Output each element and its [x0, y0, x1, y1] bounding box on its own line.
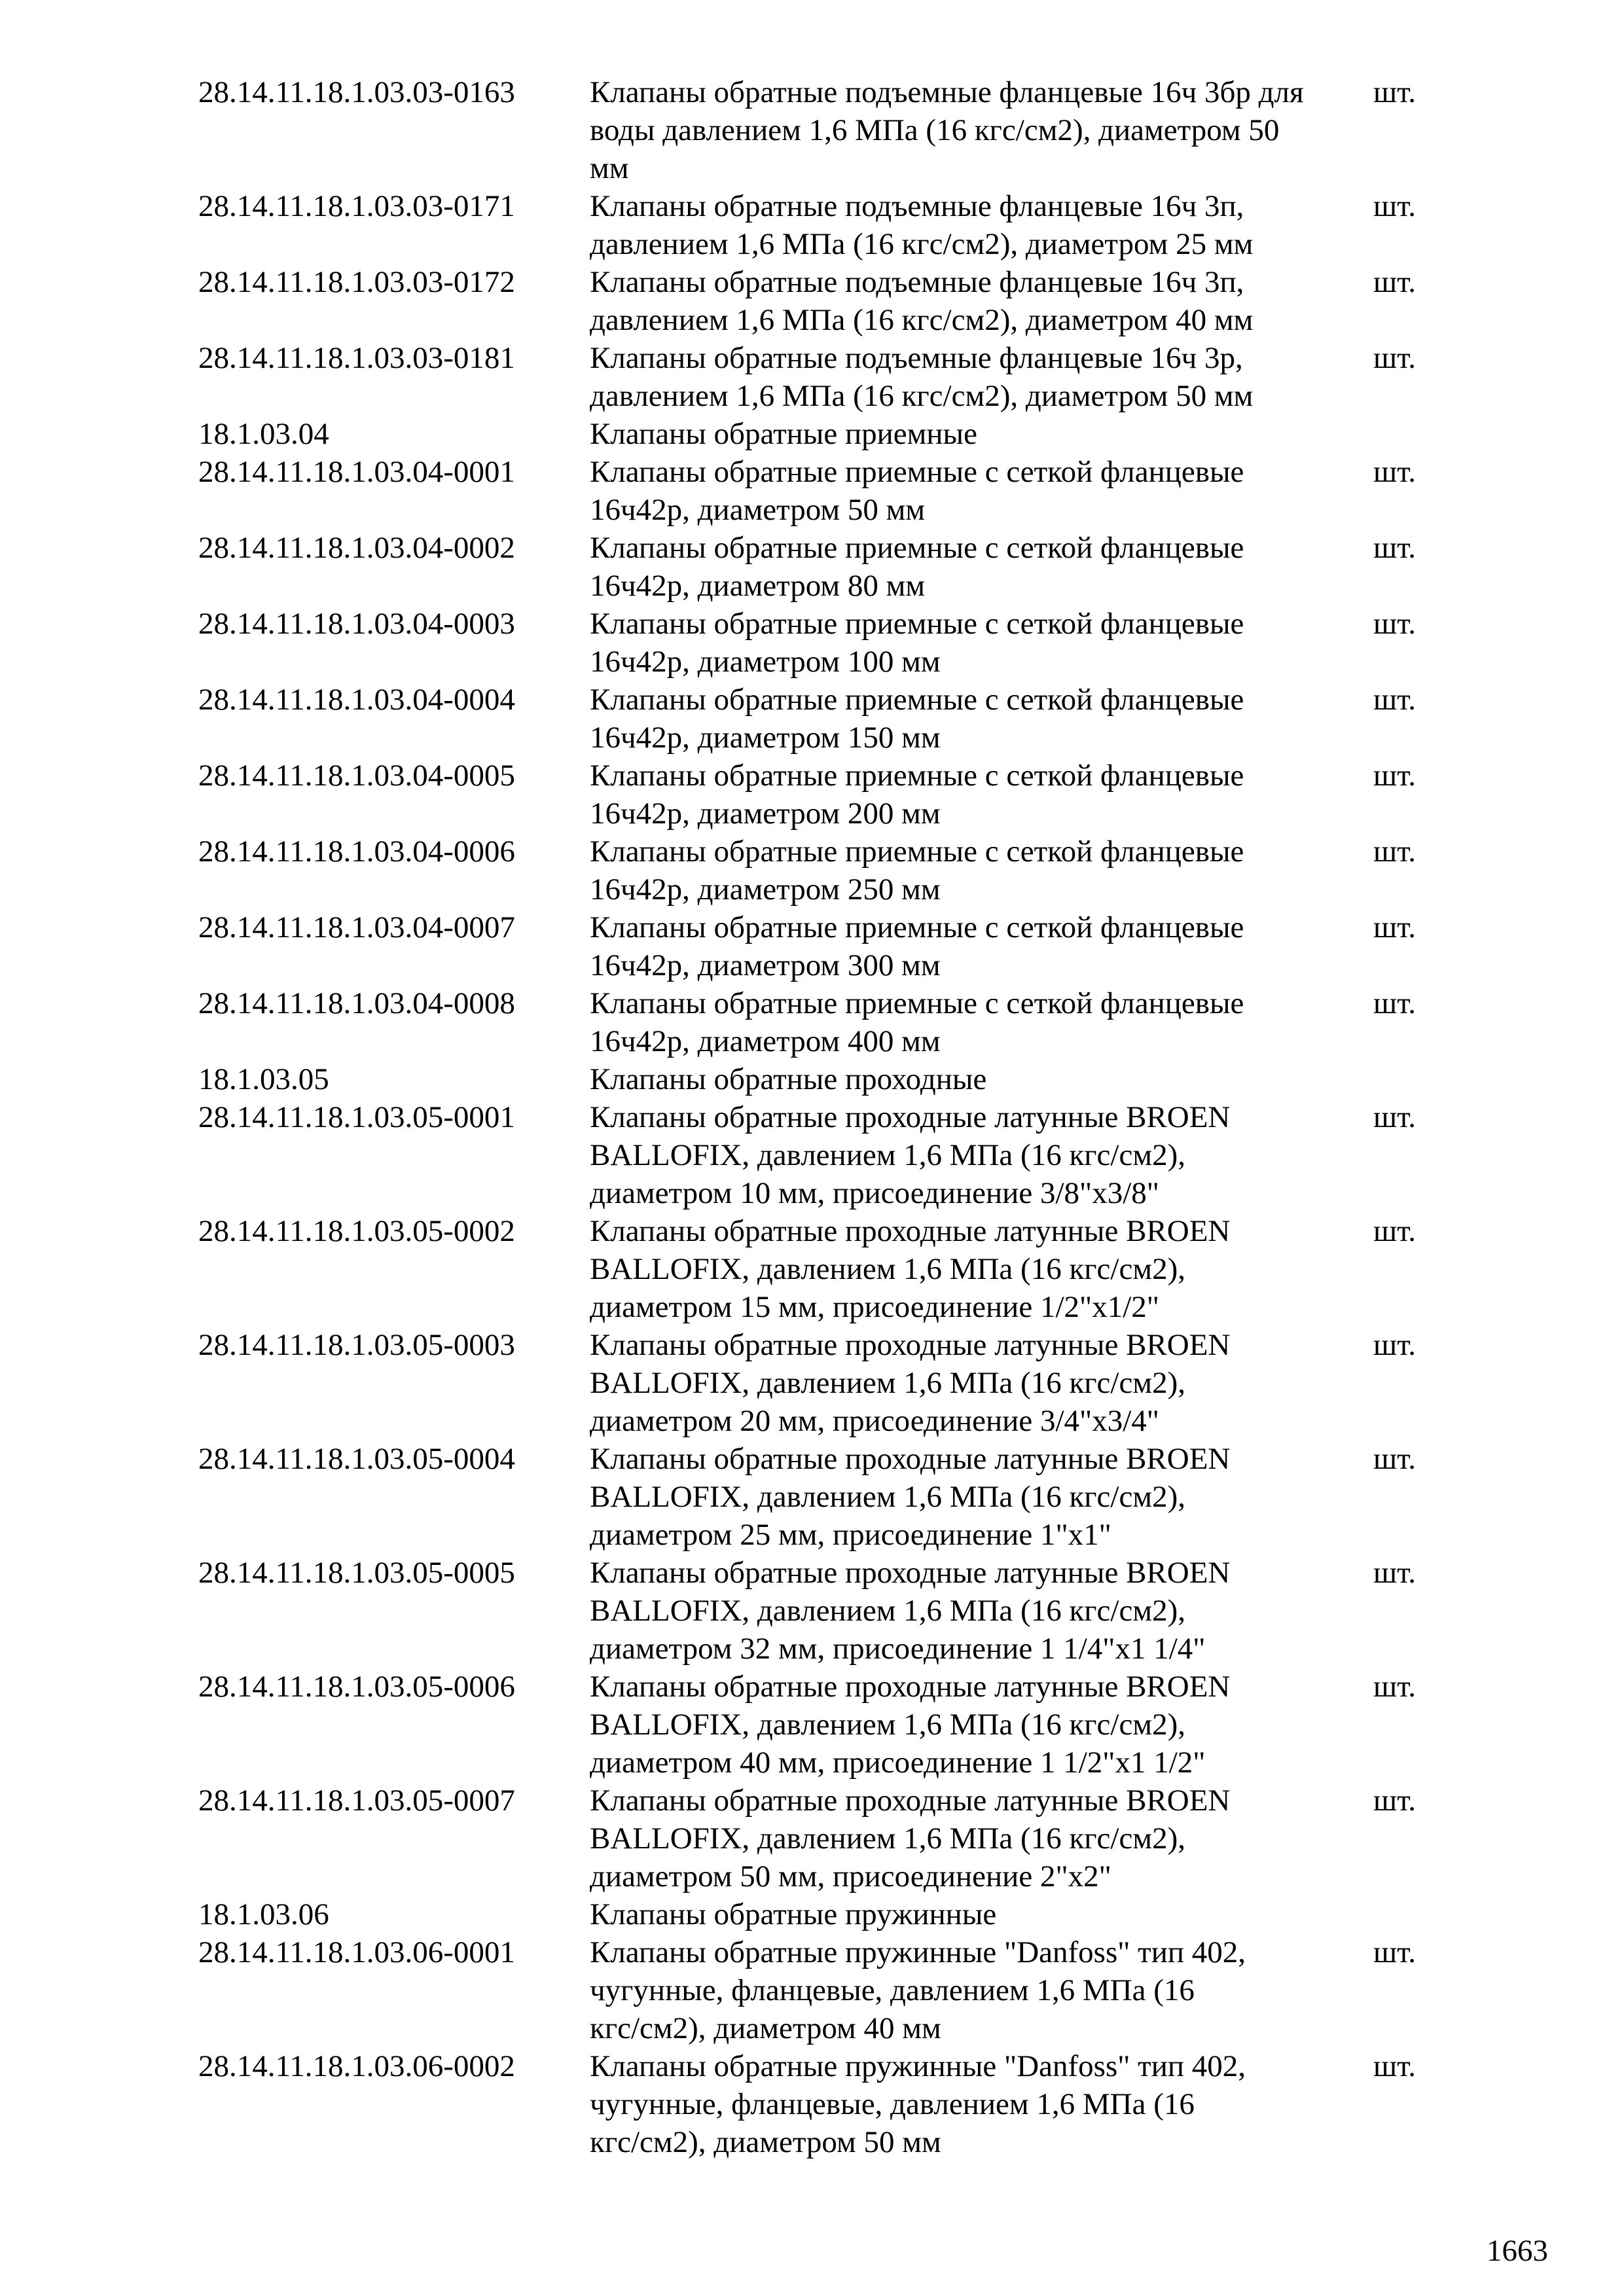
row-code: 28.14.11.18.1.03.03-0163: [198, 75, 515, 109]
row-description: Клапаны обратные подъемные фланцевые 16ч 3п, давлением 1,6 МПа (16 кгс/см2), диаметром 40 мм: [590, 265, 1254, 337]
table-row: [0, 605, 1624, 681]
row-description: Клапаны обратные подъемные фланцевые 16ч 3р, давлением 1,6 МПа (16 кгс/см2), диаметром 50 мм: [590, 341, 1254, 413]
table-row: [0, 1440, 1624, 1554]
row-description: Клапаны обратные приемные с сеткой фланцевые 16ч42р, диаметром 100 мм: [590, 607, 1244, 679]
section-code: 18.1.03.04: [198, 417, 329, 451]
table-row: [0, 263, 1624, 339]
row-description: Клапаны обратные проходные латунные BROEN BALLOFIX, давлением 1,6 МПа (16 кгс/см2), диаметром 40 мм, присоединение 1 1/2"x1 1/2": [590, 1670, 1231, 1780]
row-unit: шт.: [1373, 1556, 1416, 1590]
row-code: 28.14.11.18.1.03.04-0008: [198, 986, 515, 1020]
row-unit: шт.: [1373, 834, 1416, 869]
section-title: Клапаны обратные приемные: [590, 417, 977, 451]
table-row: [0, 1933, 1624, 2047]
row-code: 28.14.11.18.1.03.03-0172: [198, 265, 515, 299]
table-row: [0, 1782, 1624, 1895]
row-description: Клапаны обратные подъемные фланцевые 16ч 3бр для воды давлением 1,6 МПа (16 кгс/см2), диаметром 50 мм: [590, 75, 1304, 185]
row-code: 28.14.11.18.1.03.04-0001: [198, 455, 515, 489]
table-row: [0, 187, 1624, 263]
table-row: [0, 1554, 1624, 1668]
section-heading-row: [0, 1060, 1624, 1098]
row-code: 28.14.11.18.1.03.05-0003: [198, 1328, 515, 1362]
row-code: 28.14.11.18.1.03.06-0002: [198, 2049, 515, 2083]
table-row: [0, 2047, 1624, 2161]
row-unit: шт.: [1373, 1670, 1416, 1704]
row-code: 28.14.11.18.1.03.05-0007: [198, 1784, 515, 1818]
row-description: Клапаны обратные проходные латунные BROEN BALLOFIX, давлением 1,6 МПа (16 кгс/см2), диаметром 50 мм, присоединение 2"x2": [590, 1784, 1231, 1893]
table-row: [0, 833, 1624, 908]
row-unit: шт.: [1373, 531, 1416, 565]
row-code: 28.14.11.18.1.03.04-0007: [198, 910, 515, 944]
row-code: 28.14.11.18.1.03.04-0002: [198, 531, 515, 565]
table-row: [0, 908, 1624, 984]
section-title: Клапаны обратные проходные: [590, 1062, 987, 1096]
row-code: 28.14.11.18.1.03.06-0001: [198, 1935, 515, 1969]
row-description: Клапаны обратные приемные с сеткой фланцевые 16ч42р, диаметром 200 мм: [590, 759, 1244, 831]
table-row: [0, 73, 1624, 187]
section-heading-row: [0, 1895, 1624, 1933]
section-heading-row: [0, 415, 1624, 453]
table-row: [0, 757, 1624, 833]
table-row: [0, 1668, 1624, 1782]
table-row: [0, 1098, 1624, 1212]
row-unit: шт.: [1373, 986, 1416, 1020]
price-list-table: [0, 73, 1624, 2161]
row-description: Клапаны обратные приемные с сеткой фланцевые 16ч42р, диаметром 150 мм: [590, 683, 1244, 755]
section-code: 18.1.03.06: [198, 1897, 329, 1931]
row-unit: шт.: [1373, 910, 1416, 944]
row-description: Клапаны обратные приемные с сеткой фланцевые 16ч42р, диаметром 80 мм: [590, 531, 1244, 603]
row-unit: шт.: [1373, 759, 1416, 793]
row-unit: шт.: [1373, 1935, 1416, 1969]
row-code: 28.14.11.18.1.03.04-0003: [198, 607, 515, 641]
row-unit: шт.: [1373, 607, 1416, 641]
row-unit: шт.: [1373, 683, 1416, 717]
row-code: 28.14.11.18.1.03.03-0181: [198, 341, 515, 375]
row-unit: шт.: [1373, 455, 1416, 489]
row-description: Клапаны обратные приемные с сеткой фланцевые 16ч42р, диаметром 400 мм: [590, 986, 1244, 1058]
table-row: [0, 1326, 1624, 1440]
table-row: [0, 681, 1624, 757]
row-unit: шт.: [1373, 1214, 1416, 1248]
row-code: 28.14.11.18.1.03.03-0171: [198, 189, 515, 223]
row-description: Клапаны обратные пружинные "Danfoss" тип 402, чугунные, фланцевые, давлением 1,6 МПа (16 кгс/см2), диаметром 40 мм: [590, 1935, 1246, 2045]
row-description: Клапаны обратные приемные с сеткой фланцевые 16ч42р, диаметром 50 мм: [590, 455, 1244, 527]
row-description: Клапаны обратные подъемные фланцевые 16ч 3п, давлением 1,6 МПа (16 кгс/см2), диаметром 25 мм: [590, 189, 1254, 261]
row-code: 28.14.11.18.1.03.04-0004: [198, 683, 515, 717]
row-description: Клапаны обратные проходные латунные BROEN BALLOFIX, давлением 1,6 МПа (16 кгс/см2), диаметром 25 мм, присоединение 1"x1": [590, 1442, 1231, 1552]
table-row: [0, 1212, 1624, 1326]
row-unit: шт.: [1373, 1442, 1416, 1476]
row-description: Клапаны обратные проходные латунные BROEN BALLOFIX, давлением 1,6 МПа (16 кгс/см2), диаметром 10 мм, присоединение 3/8"x3/8": [590, 1100, 1231, 1210]
table-row: [0, 453, 1624, 529]
row-unit: шт.: [1373, 265, 1416, 299]
row-unit: шт.: [1373, 1100, 1416, 1134]
row-code: 28.14.11.18.1.03.05-0006: [198, 1670, 515, 1704]
row-unit: шт.: [1373, 1784, 1416, 1818]
row-unit: шт.: [1373, 2049, 1416, 2083]
section-title: Клапаны обратные пружинные: [590, 1897, 997, 1931]
row-code: 28.14.11.18.1.03.04-0005: [198, 759, 515, 793]
row-description: Клапаны обратные приемные с сеткой фланцевые 16ч42р, диаметром 250 мм: [590, 834, 1244, 906]
row-description: Клапаны обратные проходные латунные BROEN BALLOFIX, давлением 1,6 МПа (16 кгс/см2), диаметром 32 мм, присоединение 1 1/4"x1 1/4": [590, 1556, 1231, 1666]
row-code: 28.14.11.18.1.03.04-0006: [198, 834, 515, 869]
row-code: 28.14.11.18.1.03.05-0001: [198, 1100, 515, 1134]
row-unit: шт.: [1373, 189, 1416, 223]
row-description: Клапаны обратные проходные латунные BROEN BALLOFIX, давлением 1,6 МПа (16 кгс/см2), диаметром 20 мм, присоединение 3/4"x3/4": [590, 1328, 1231, 1438]
section-code: 18.1.03.05: [198, 1062, 329, 1096]
row-unit: шт.: [1373, 1328, 1416, 1362]
row-description: Клапаны обратные приемные с сеткой фланцевые 16ч42р, диаметром 300 мм: [590, 910, 1244, 982]
row-code: 28.14.11.18.1.03.05-0005: [198, 1556, 515, 1590]
row-unit: шт.: [1373, 341, 1416, 375]
table-row: [0, 529, 1624, 605]
table-row: [0, 339, 1624, 415]
table-row: [0, 984, 1624, 1060]
row-code: 28.14.11.18.1.03.05-0004: [198, 1442, 515, 1476]
row-code: 28.14.11.18.1.03.05-0002: [198, 1214, 515, 1248]
row-description: Клапаны обратные проходные латунные BROEN BALLOFIX, давлением 1,6 МПа (16 кгс/см2), диаметром 15 мм, присоединение 1/2"x1/2": [590, 1214, 1231, 1324]
row-unit: шт.: [1373, 75, 1416, 109]
page-number: 1663: [1487, 2234, 1548, 2268]
row-description: Клапаны обратные пружинные "Danfoss" тип 402, чугунные, фланцевые, давлением 1,6 МПа (16 кгс/см2), диаметром 50 мм: [590, 2049, 1246, 2159]
